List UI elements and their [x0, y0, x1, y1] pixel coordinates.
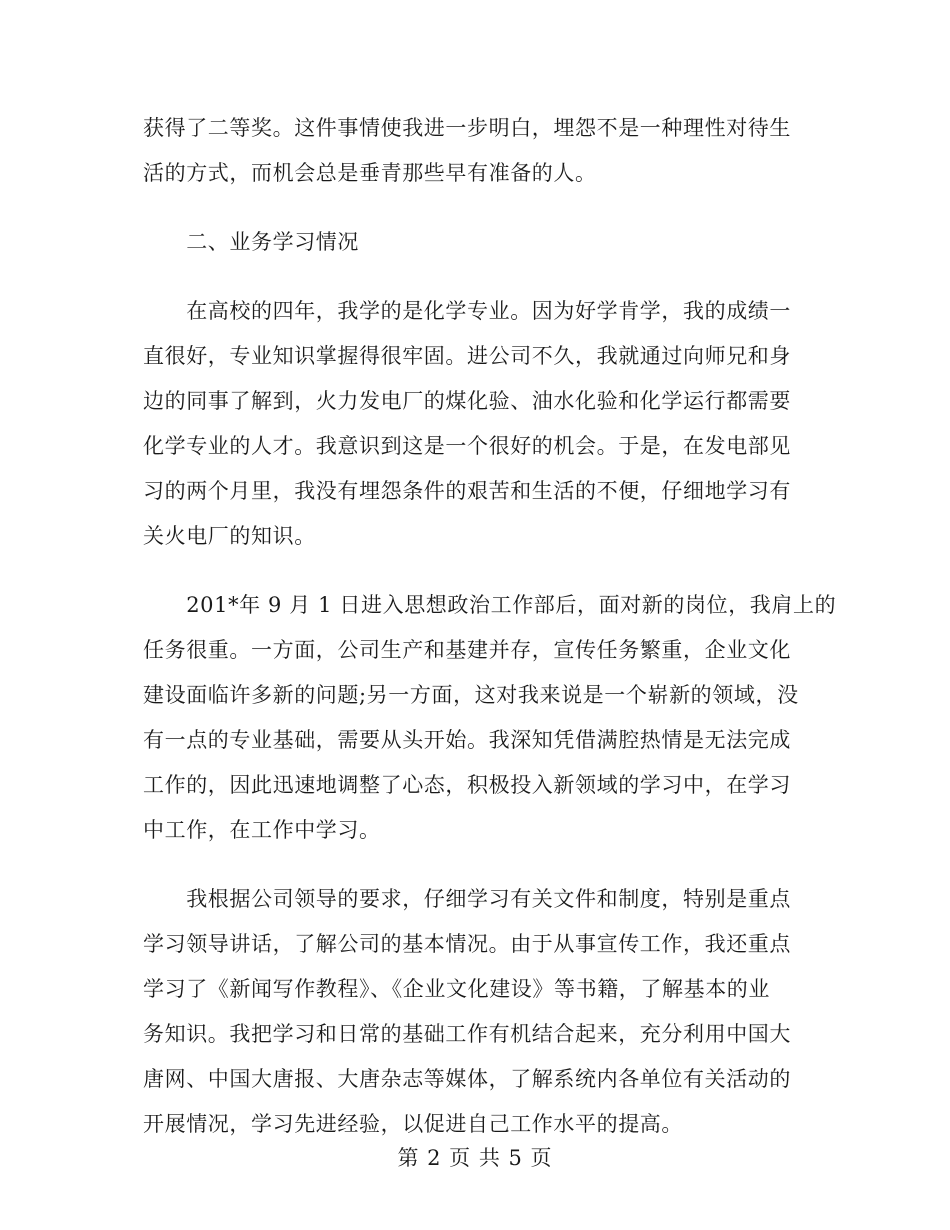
document-body: [143, 106, 837, 1147]
text-line: 201*年 9 月 1 日进入思想政治工作部后，面对新的岗位，我肩上的: [143, 593, 837, 617]
text-line: 活的方式，而机会总是垂青那些早有准备的人。: [143, 161, 597, 185]
text-line: 化学专业的人才。我意识到这是一个很好的机会。于是，在发电部见: [143, 434, 791, 458]
paragraph-study-background: [143, 289, 808, 559]
text-line: 习的两个月里，我没有埋怨条件的艰苦和生活的不便，仔细地学习有: [143, 479, 791, 503]
text-line: 务知识。我把学习和日常的基础工作有机结合起来，充分利用中国大: [143, 1022, 791, 1046]
text-line: 建设面临许多新的问题;另一方面，这对我来说是一个崭新的领域，没: [143, 683, 799, 707]
text-line: 有一点的专业基础，需要从头开始。我深知凭借满腔热情是无法完成: [143, 728, 791, 752]
paragraph-continuation: [143, 106, 808, 196]
text-line: 唐网、中国大唐报、大唐杂志等媒体，了解系统内各单位有关活动的: [143, 1067, 791, 1091]
text-line: 中工作，在工作中学习。: [143, 818, 381, 842]
page-number-footer: 第 2 页 共 5 页: [397, 1146, 553, 1170]
text-line: 关火电厂的知识。: [143, 524, 316, 548]
section-heading: [143, 220, 808, 265]
text-line: 直很好，专业知识掌握得很牢固。进公司不久，我就通过向师兄和身: [143, 344, 791, 368]
text-line: 学习领导讲话，了解公司的基本情况。由于从事宣传工作，我还重点: [143, 932, 791, 956]
text-line: 获得了二等奖。这件事情使我进一步明白，埋怨不是一种理性对待生: [143, 116, 791, 140]
text-line: 工作的，因此迅速地调整了心态，积极投入新领域的学习中，在学习: [143, 773, 791, 797]
text-line: 二、业务学习情况: [143, 230, 359, 254]
text-line: 在高校的四年，我学的是化学专业。因为好学肯学，我的成绩一: [143, 299, 791, 323]
text-line: 我根据公司领导的要求，仔细学习有关文件和制度，特别是重点: [143, 887, 791, 911]
text-line: 边的同事了解到，火力发电厂的煤化验、油水化验和化学运行都需要: [143, 389, 791, 413]
text-line: 开展情况，学习先进经验，以促进自己工作水平的提高。: [143, 1112, 683, 1136]
paragraph-new-position: [143, 583, 837, 853]
paragraph-learning-methods: [143, 877, 808, 1147]
text-line: 任务很重。一方面，公司生产和基建并存，宣传任务繁重，企业文化: [143, 638, 791, 662]
text-line: 学习了《新闻写作教程》、《企业文化建设》等书籍，了解基本的业: [143, 977, 770, 1001]
